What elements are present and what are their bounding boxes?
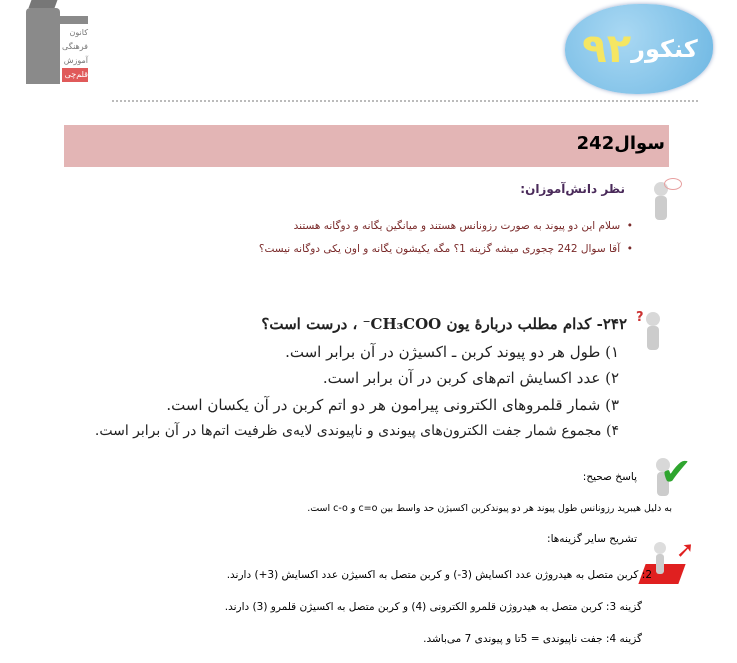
dotted-divider <box>112 100 698 102</box>
explanation-item: گزینه 3: کربن متصل به هیدروژن قلمرو الکترونی (4) و کربن متصل به اکسیژن قلمرو (3) دارند. <box>224 601 642 613</box>
question-person-icon <box>642 312 662 352</box>
answer-text: به دلیل هیبرید رزونانس طول پیوند هر دو پیوندکربن اکسیژن حد واسط بین c=o و c-o است. <box>307 503 672 514</box>
student-opinion-heading: نظر دانش‌آموزان: <box>520 182 625 196</box>
question-mark-icon: ? <box>636 310 644 325</box>
explanation-item: گزینه 4: جفت ناپیوندی = 5تا و پیوندی 7 می‌باشد. <box>423 633 642 645</box>
logo-word: کانون <box>69 28 88 37</box>
logo-word: فرهنگی <box>62 42 88 51</box>
badge-number: ۹۲ <box>582 26 632 72</box>
logo-word: قلم‌چی <box>62 68 88 82</box>
question-option-2: ۲) عدد اکسایش اتم‌های کربن در آن برابر است. <box>322 369 619 387</box>
question-option-3: ۳) شمار قلمروهای الکترونی پیرامون هر دو اتم کربن در آن یکسان است. <box>166 396 619 414</box>
comment-text: آقا سوال 242 چجوری میشه گزینه 1؟ مگه یکیشون یگانه و اون یکی دوگانه نیست؟ <box>258 243 621 255</box>
kanoon-logo <box>26 0 88 86</box>
checkmark-icon: ✔ <box>660 450 692 494</box>
answer-heading: پاسخ صحیح: <box>582 471 637 483</box>
question-stem: ۲۴۲- کدام مطلب دربارهٔ یون CH₃COO⁻ ، درست است؟ <box>261 315 627 333</box>
red-arrows-person-icon: ➚ <box>636 534 698 588</box>
question-option-1: ۱) طول هر دو پیوند کربن ـ اکسیژن در آن برابر است. <box>285 343 619 361</box>
question-title: سوال242 <box>576 133 665 154</box>
speech-bubble-icon <box>664 178 682 190</box>
explanation-heading: تشریح سایر گزینه‌ها: <box>547 533 637 545</box>
explanation-item: 2: کربن متصل به هیدروژن عدد اکسایش (3-) و کربن متصل به اکسیژن عدد اکسایش (3+) دارند. <box>226 569 652 581</box>
logo-word: آموزش <box>63 56 88 65</box>
comment-text: سلام این دو پیوند به صورت رزونانس هستند و میانگین یگانه و دوگانه هستند <box>293 220 621 232</box>
question-option-4: ۴) مجموع شمار جفت الکترون‌های پیوندی و ناپیوندی لایه‌ی ظرفیت اتم‌ها در آن برابر است. <box>94 423 619 439</box>
comment-item: • آقا سوال 242 چجوری میشه گزینه 1؟ مگه یکیشون یگانه و اون یکی دوگانه نیست؟ <box>258 243 633 255</box>
konkur-92-badge <box>565 4 713 94</box>
question-header-bar <box>64 125 669 167</box>
badge-word: کنکور <box>631 35 698 63</box>
comment-item: • سلام این دو پیوند به صورت رزونانس هستند و میانگین یگانه و دوگانه هستند <box>293 220 633 232</box>
